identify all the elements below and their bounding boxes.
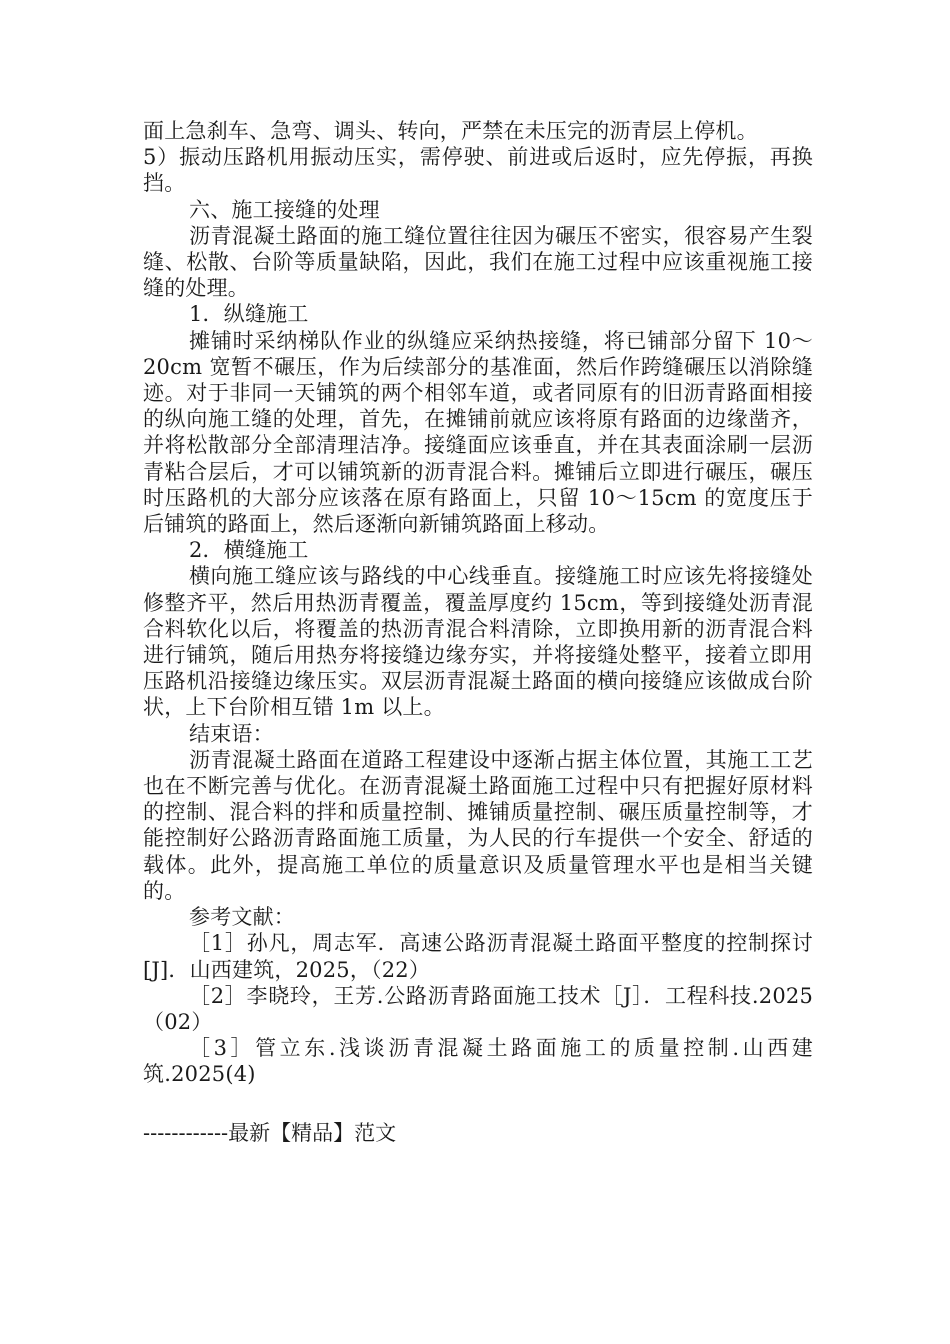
paragraph-longitudinal: 摊铺时采纳梯队作业的纵缝应采纳热接缝，将已铺部分留下 10～20cm 宽暂不碾压，作为后续部分的基准面，然后作跨缝碾压以消除缝迹。对于非同一天铺筑的两个相邻车道，或者同原有的旧沥青路面相接的纵向施工缝的处理，首先，在摊铺前就应该将原有路面的边缘凿齐，并将松散部分全部清理洁净。接缝面应该垂直，并在其表面涂刷一层沥青粘合层后，才可以铺筑新的沥青混合料。摊铺后立即进行碾压，碾压时压路机的大部分应该落在原有路面上，只留 10～15cm 的宽度压于后铺筑的路面上，然后逐渐向新铺筑路面上移动。	[143, 328, 813, 537]
references-heading: 参考文献：	[189, 905, 295, 930]
conclusion-heading: 结束语：	[189, 721, 274, 746]
reference-1: ［1］孙凡，周志军．高速公路沥青混凝土路面平整度的控制探讨[J]．山西建筑，2025，（22）	[143, 931, 813, 982]
paragraph-transverse: 横向施工缝应该与路线的中心线垂直。接缝施工时应该先将接缝处修整齐平，然后用热沥青覆盖，覆盖厚度约 15cm，等到接缝处沥青混合料软化以后，将覆盖的热沥青混合料清除，立即换用新的沥青混合料进行铺筑，随后用热夯将接缝边缘夯实，并将接缝处整平，接着立即用压路机沿接缝边缘压实。双层沥青混凝土路面的横向接缝应该做成台阶状，上下台阶相互错 1m 以上。	[143, 564, 813, 720]
reference-3: ［3］管立东.浅谈沥青混凝土路面施工的质量控制.山西建筑.2025(4)	[143, 1036, 813, 1087]
reference-2: ［2］李晓玲，王芳.公路沥青路面施工技术［J］．工程科技.2025（02）	[143, 983, 813, 1034]
paragraph-conclusion: 沥青混凝土路面在道路工程建设中逐渐占据主体位置，其施工工艺也在不断完善与优化。在沥青混凝土路面施工过程中只有把握好原材料的控制、混合料的拌和质量控制、摊铺质量控制、碾压质量控制等，才能控制好公路沥青路面施工质量，为人民的行车提供一个安全、舒适的载体。此外，提高施工单位的质量意识及质量管理水平也是相当关键的。	[143, 747, 813, 903]
footer-label: ------------最新【精品】范文	[143, 1121, 397, 1145]
paragraph-joints-intro: 沥青混凝土路面的施工缝位置往往因为碾压不密实，很容易产生裂缝、松散、台阶等质量缺陷，因此，我们在施工过程中应该重视施工接缝的处理。	[143, 223, 813, 301]
paragraph-1: 面上急刹车、急弯、调头、转向，严禁在未压完的沥青层上停机。	[143, 119, 758, 143]
document-body	[143, 118, 813, 1088]
subheading-longitudinal: 1．纵缝施工	[189, 302, 309, 327]
section-heading-joints: 六、施工接缝的处理	[189, 197, 380, 222]
subheading-transverse: 2．横缝施工	[189, 538, 309, 563]
paragraph-2: 5）振动压路机用振动压实，需停驶、前进或后返时，应先停振，再换挡。	[143, 145, 813, 196]
